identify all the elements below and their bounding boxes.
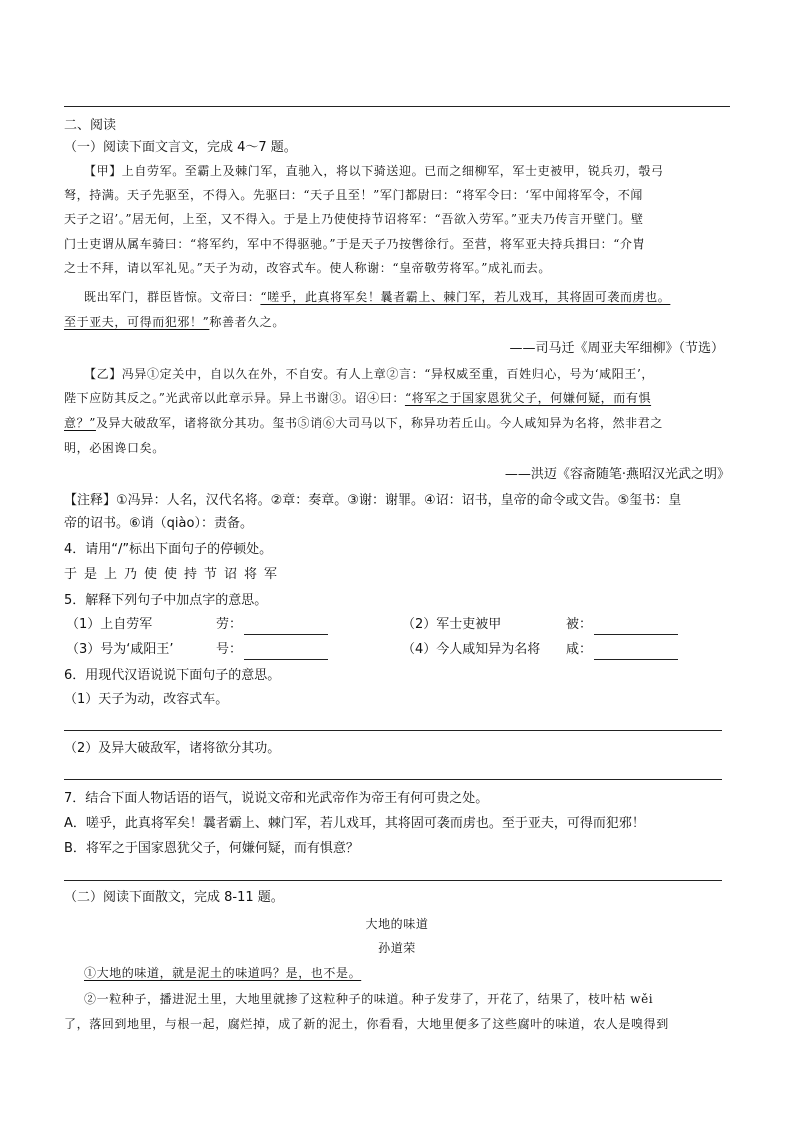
question-5: 5．解释下列句子中加点字的意思。 — [64, 593, 268, 608]
answer-line[interactable] — [64, 730, 722, 731]
jia-underlined-quote: “嗟乎，此真将军矣！曩者霸上、棘门军，若儿戏耳，其将固可袭而虏也。 — [260, 290, 671, 304]
question-7: 7．结合下面人物话语的语气，说说文帝和光武帝作为帝王有何可贵之处。 — [64, 791, 489, 806]
notes-line-1: 【注释】①冯异：人名，汉代名将。②章：奏章。③谢：谢罪。④诏：诏书，皇帝的命令或文告。⑤玺书：皇 — [64, 493, 682, 508]
essay-p1-underlined: ①大地的味道，就是泥土的味道吗？是，也不是。 — [84, 966, 362, 980]
essay-author: 孙道荣 — [378, 941, 416, 955]
question-6: 6．用现代汉语说说下面句子的意思。 — [64, 668, 281, 683]
answer-blank[interactable] — [244, 645, 328, 660]
jia-line-3: 天子之诏’。”居无何，上至，又不得入。于是上乃使使持节诏将军：“吾欲入劳军。”亚夫乃传言开壁门。壁 — [64, 212, 644, 226]
yi-line-2 — [64, 388, 730, 408]
q5-item-4-answer — [566, 640, 678, 660]
answer-blank[interactable] — [594, 620, 678, 635]
essay-title: 大地的味道 — [365, 917, 429, 931]
q5-item-1-answer — [216, 615, 328, 635]
answer-blank[interactable] — [244, 620, 328, 635]
yi-line-2-text: 陛下应防其反之。”光武帝以此章示异。异上书谢③。诏④曰： — [64, 391, 405, 405]
jia-source: ——司马迁《周亚夫军细柳》（节选） — [509, 341, 724, 356]
q5-item-1-sentence: （1）上自劳军 — [66, 617, 153, 632]
q5-item-3-answer — [216, 640, 328, 660]
yi-line-3-text: 及异大破敌军，诸将欲分其功。玺书⑤诮⑥大司马以下，称异功若丘山。今人咸知异为名将，然非君之 — [95, 416, 663, 430]
answer-line[interactable] — [64, 880, 722, 881]
jia-underlined-quote-end: 至于亚夫，可得而犯邪！” — [64, 315, 210, 329]
yi-underlined-quote: “将军之于国家恩犹父子，何嫌何疑，而有惧 — [404, 391, 652, 405]
q5-item-2-sentence: （2）军士吏被甲 — [402, 617, 502, 632]
jia-line-1: 【甲】上自劳军。至霸上及棘门军，直驰入，将以下骑送迎。已而之细柳军，军士吏被甲，锐兵刃，彀弓 — [84, 164, 664, 178]
q5-item-4-word: 咸： — [566, 642, 593, 657]
part2-instruction: （二）阅读下面散文，完成 8-11 题。 — [64, 890, 284, 905]
q5-item-4-sentence: （4）今人咸知异为名将 — [402, 642, 541, 657]
jia-line-2: 弩，持满。天子先驱至，不得入。先驱曰：“天子且至！”军门都尉曰：“将军令曰：‘军中闻将军令，不闻 — [64, 188, 644, 202]
q5-item-2-word: 被： — [566, 617, 593, 632]
essay-paragraph-2-line-2: 了，落回到地里，与根一起，腐烂掉，成了新的泥土，你看看，大地里便多了这些腐叶的味道，农人是嗅得到 — [64, 1017, 669, 1031]
q5-item-2-answer — [566, 615, 678, 635]
answer-line[interactable] — [64, 779, 722, 780]
yi-line-4: 明，必困谗口矣。 — [64, 441, 165, 455]
jia-para2-line-1 — [84, 287, 730, 307]
question-6-2: （2）及异大破敌军，诸将欲分其功。 — [64, 741, 281, 756]
yi-line-3 — [64, 413, 730, 433]
question-6-1: （1）天子为动，改容式车。 — [64, 692, 229, 707]
top-divider — [64, 106, 730, 107]
q5-item-3-word: 号： — [216, 642, 243, 657]
jia-line-5: 之士不拜，请以军礼见。”天子为动，改容式车。使人称谢：“皇帝敬劳将军。”成礼而去。 — [64, 261, 552, 275]
yi-underlined-quote-end: 意？” — [64, 416, 96, 430]
jia-para2-line-2 — [64, 312, 730, 332]
question-4: 4．请用“/”标出下面句子的停顿处。 — [64, 542, 273, 557]
jia-line-4: 门士吏谓从属车骑曰：“将军约，军中不得驱驰。”于是天子乃按辔徐行。至营，将军亚夫持兵揖曰：“介胄 — [64, 237, 646, 251]
question-4-sentence: 于是上乃使使持节诏将军 — [64, 567, 285, 582]
essay-paragraph-2-line-1: ②一粒种子，播进泥土里，大地里就掺了这粒种子的味道。种子发芽了，开花了，结果了，枝叶枯 wěi — [84, 992, 654, 1006]
yi-source: ——洪迈《容斋随笔·燕昭汉光武之明》 — [504, 467, 730, 482]
question-7-option-b: B．将军之于国家恩犹父子，何嫌何疑，而有惧意？ — [64, 841, 359, 856]
q5-item-1-word: 劳： — [216, 617, 243, 632]
question-7-option-a: A．嗟乎，此真将军矣！曩者霸上、棘门军，若儿戏耳，其将固可袭而虏也。至于亚夫，可得而犯邪！ — [64, 816, 645, 831]
yi-line-1: 【乙】冯异①定关中，自以久在外，不自安。有人上章②言：“异权威至重，百姓归心，号为‘咸阳王’， — [84, 367, 654, 381]
jia-para2-suffix: 称善者久之。 — [209, 315, 285, 329]
part1-instruction: （一）阅读下面文言文，完成 4～7 题。 — [64, 140, 297, 155]
q5-item-3-sentence: （3）号为‘咸阳王’ — [66, 642, 174, 657]
notes-line-2: 帝的诏书。⑥诮（qiào）：责备。 — [64, 516, 253, 531]
essay-paragraph-1 — [84, 963, 730, 983]
section-title: 二、阅读 — [64, 118, 117, 133]
answer-blank[interactable] — [594, 645, 678, 660]
jia-para2-prefix: 既出军门，群臣皆惊。文帝曰： — [84, 290, 261, 304]
